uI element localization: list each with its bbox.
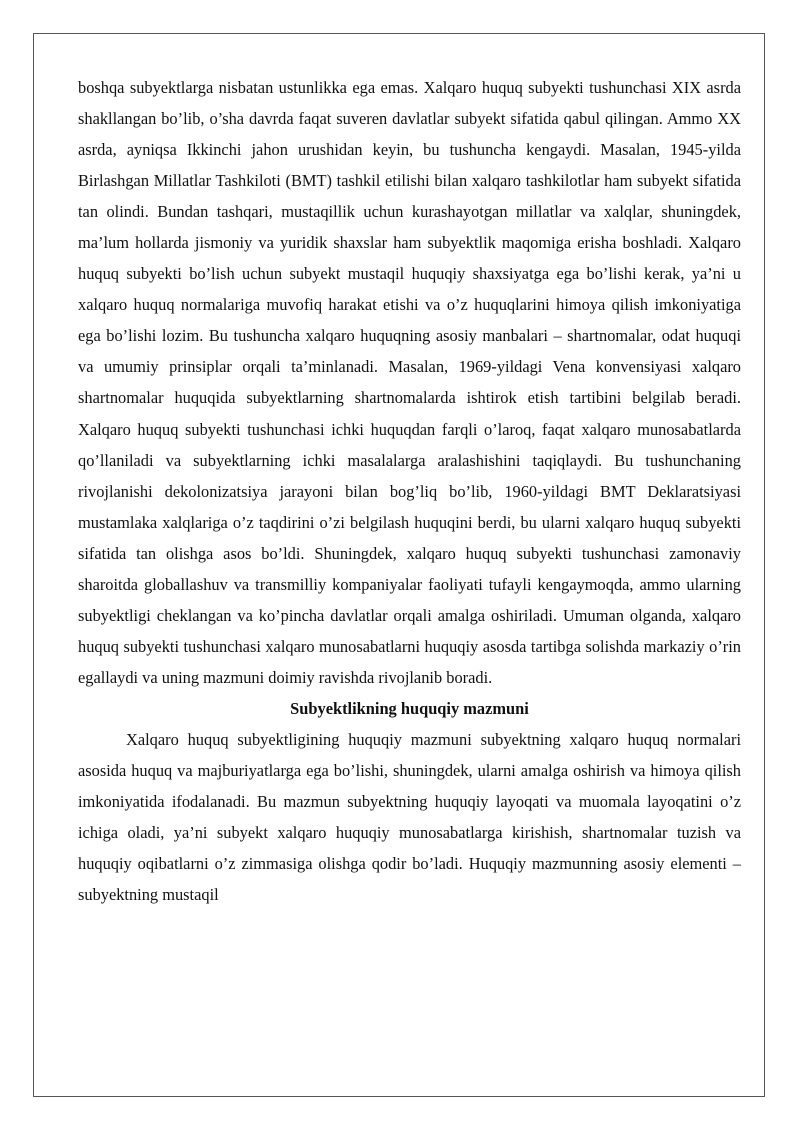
body-paragraph: boshqa subyektlarga nisbatan ustunlikka ega emas. Xalqaro huquq subyekti tushunchasi XIX asrda shakllangan bo’lib, o’sha davrda faqat suveren davlatlar subyekt sifatida qabul qilingan. Ammo XX asrda, ayniqsa Ikkinchi jahon urushidan keyin, bu tushuncha kengaydi. Masalan, 1945-yilda Birlashgan Millatlar Tashkiloti (BMT) tashkil etilishi bilan xalqaro tashkilotlar ham subyekt sifatida tan olindi. Bundan tashqari, mustaqillik uchun kurashayotgan millatlar va xalqlar, shuningdek, ma’lum hollarda jismoniy va yuridik shaxslar ham subyektlik maqomiga erisha boshladi. Xalqaro huquq subyekti bo’lish uchun subyekt mustaqil huquqiy shaxsiyatga ega bo’lishi kerak, ya’ni u xalqaro huquq normalariga muvofiq harakat etishi va o’z huquqlarini himoya qilish imkoniyatiga ega bo’lishi lozim. Bu tushuncha xalqaro huquqning asosiy manbalari – shartnomalar, odat huquqi va umumiy prinsiplar orqali ta’minlanadi. Masalan, 1969-yildagi Vena konvensiyasi xalqaro shartnomalar huquqida subyektlarning shartnomalarda ishtirok etish tartibini belgilab beradi. Xalqaro huquq subyekti tushunchasi ichki huquqdan farqli o’laroq, faqat xalqaro munosabatlarda qo’llaniladi va subyektlarning ichki masalalarga aralashishini taqiqlaydi. Bu tushunchaning rivojlanishi dekolonizatsiya jarayoni bilan bog’liq bo’lib, 1960-yildagi BMT Deklaratsiyasi mustamlaka xalqlariga o’z taqdirini o’zi belgilash huquqini berdi, bu ularni xalqaro huquq subyekti sifatida tan olishga asos bo’ldi. Shuningdek, xalqaro huquq subyekti tushunchasi zamonaviy sharoitda globallashuv va transmilliy kompaniyalar faoliyati tufayli kengaymoqda, ammo ularning subyektligi cheklangan va ko’pincha davlatlar orqali amalga oshiriladi. Umuman olganda, xalqaro huquq subyekti tushunchasi xalqaro munosabatlarni huquqiy asosda tartibga solishda markaziy o’rin egallaydi va uning mazmuni doimiy ravishda rivojlanib boradi. — [78, 78, 741, 687]
body-paragraph: Xalqaro huquq subyektligining huquqiy mazmuni subyektning xalqaro huquq normalari asosida huquq va majburiyatlarga ega bo’lishi, shuningdek, ularni amalga oshirish va himoya qilish imkoniyatida ifodalanadi. Bu mazmun subyektning huquqiy layoqati va muomala layoqatini o’z ichiga oladi, ya’ni subyekt xalqaro huquqiy munosabatlarga kirishish, shartnomalar tuzish va huquqiy oqibatlarni o’z zimmasiga olishga qodir bo’ladi. Huquqiy mazmunning asosiy elementi – subyektning mustaqil — [78, 729, 741, 905]
document-body — [78, 72, 741, 910]
section-heading: Subyektlikning huquqiy mazmuni — [290, 698, 529, 718]
